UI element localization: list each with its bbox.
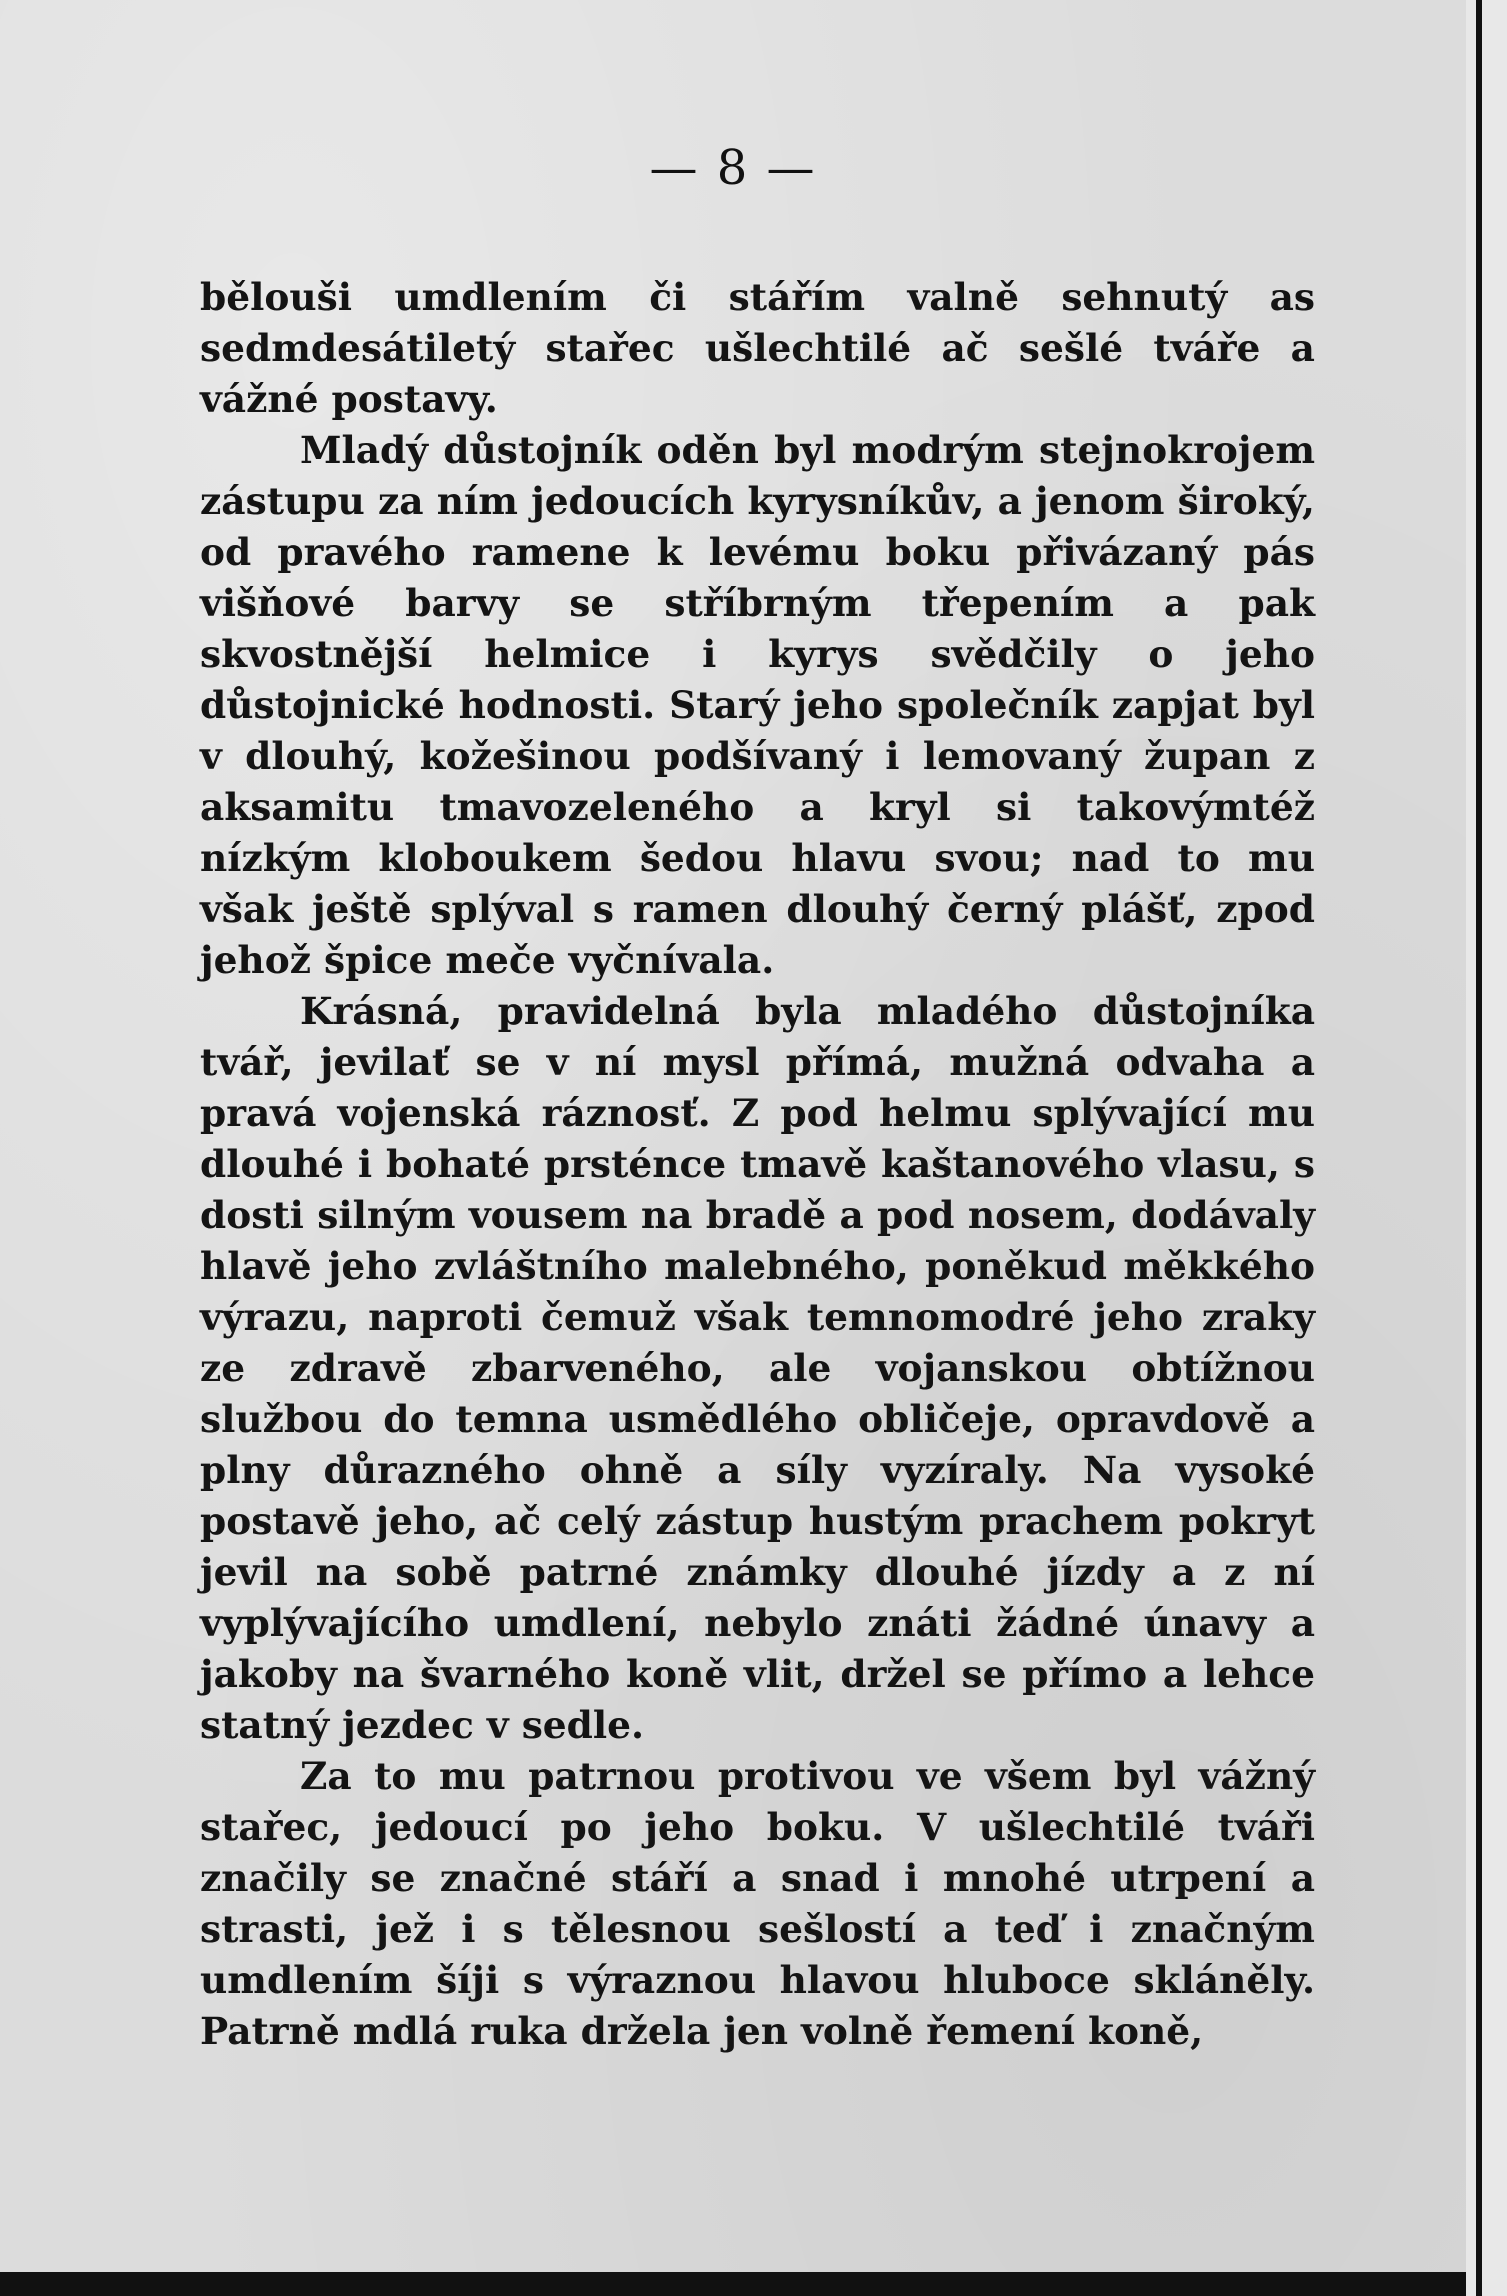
paragraph-officer-face: Krásná, pravidelná byla mladého důstojníka tvář, jevilať se v ní mysl přímá, mužná odvaha a pravá vojenská ráznosť. Z pod helmu splývající mu dlouhé i bohaté prsténce tmavě kaštanového vlasu, s dosti silným vousem na bradě a pod nosem, dodávaly hlavě jeho zvláštního malebného, poněkud měkkého výrazu, naproti čemuž však temnomodré jeho zraky ze zdravě zbarveného, ale vojanskou obtížnou službou do temna usmědlého obličeje, opravdově a plny důrazného ohně a síly vyzíraly. Na vysoké postavě jeho, ač celý zástup hustým prachem pokryt jevil na sobě patrné známky dlouhé jízdy a z ní vyplývajícího umdlení, nebylo znáti žádné únavy a jakoby na švarného koně vlit, držel se přímo a lehce statný jezdec v sedle.	[200, 989, 1315, 1747]
scan-edge-rule	[1476, 0, 1482, 2296]
paragraph-continuation: bělouši umdlením či stářím valně sehnutý as sedmdesátiletý stařec ušlechtilé ač sešlé tváře a vážné postavy.	[200, 275, 1315, 421]
paragraph-old-man: Za to mu patrnou protivou ve všem byl vážný stařec, jedoucí po jeho boku. V ušlechtilé tváři značily se značné stáří a snad i mnohé utrpení a strasti, jež i s tělesnou sešlostí a teď i značným umdlením šíji s výraznou hlavou hluboce skláněly. Patrně mdlá ruka držela jen volně řemení koně,	[200, 1754, 1315, 2053]
page-number: — 8 —	[649, 140, 817, 196]
body-text	[200, 272, 1315, 2057]
scan-bottom-edge	[0, 2272, 1466, 2296]
scan-right-edge	[1466, 0, 1507, 2296]
paragraph-officer-description: Mladý důstojník oděn byl modrým stejnokrojem zástupu za ním jedoucích kyrysníkův, a jenom široký, od pravého ramene k levému boku přivázaný pás višňové barvy se stříbrným třepením a pak skvostnější helmice i kyrys svědčily o jeho důstojnické hodnosti. Starý jeho společník zapjat byl v dlouhý, kožešinou podšívaný i lemovaný župan z aksamitu tmavozeleného a kryl si takovýmtéž nízkým kloboukem šedou hlavu svou; nad to mu však ještě splýval s ramen dlouhý černý plášť, zpod jehož špice meče vyčnívala.	[200, 428, 1315, 982]
